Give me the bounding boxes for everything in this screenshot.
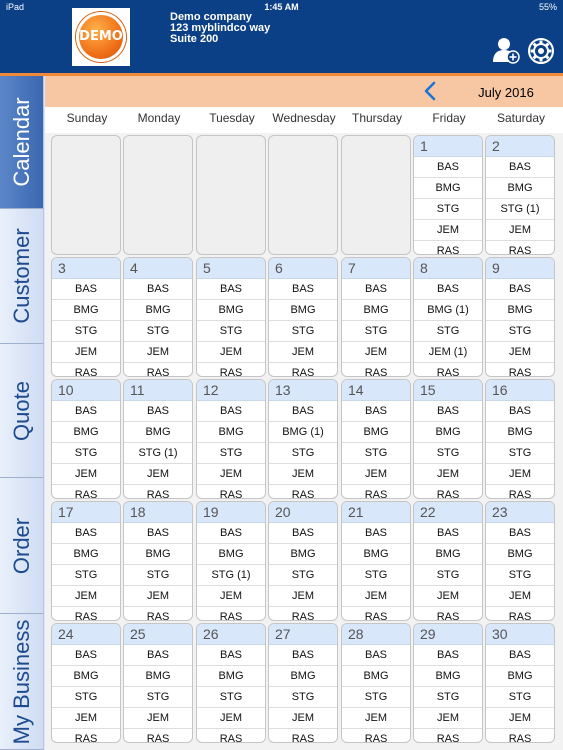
tab-my-business-label: My Business	[8, 619, 34, 744]
schedule-item[interactable]: BAS	[269, 645, 337, 666]
schedule-item[interactable]: STG	[414, 321, 482, 342]
day-number: 9	[486, 258, 554, 279]
tab-customer-label: Customer	[8, 228, 34, 324]
schedule-item[interactable]: BAS	[52, 523, 120, 544]
schedule-item[interactable]: JEM	[269, 342, 337, 363]
company-address-line-2: Suite 200	[170, 33, 219, 45]
day-number: 21	[342, 502, 410, 523]
schedule-item[interactable]: JEM	[269, 464, 337, 485]
schedule-item[interactable]: BAS	[269, 401, 337, 422]
day-cell[interactable]	[413, 257, 483, 377]
day-cell[interactable]	[51, 623, 121, 743]
day-number: 27	[269, 624, 337, 645]
schedule-item[interactable]: RAS	[269, 363, 337, 377]
schedule-item[interactable]: BMG	[342, 300, 410, 321]
schedule-item[interactable]: RAS	[124, 363, 192, 377]
schedule-item[interactable]: RAS	[414, 485, 482, 499]
schedule-item[interactable]: BAS	[52, 279, 120, 300]
schedule-item[interactable]: BAS	[342, 401, 410, 422]
day-cell[interactable]	[341, 379, 411, 499]
schedule-item[interactable]: BMG	[52, 422, 120, 443]
settings-icon	[527, 37, 555, 65]
schedule-item[interactable]: STG	[486, 321, 554, 342]
day-number: 7	[342, 258, 410, 279]
company-logo	[72, 8, 130, 66]
tab-customer[interactable]	[0, 209, 44, 344]
day-cell[interactable]	[413, 379, 483, 499]
day-number: 8	[414, 258, 482, 279]
schedule-item[interactable]: JEM	[414, 464, 482, 485]
schedule-item[interactable]: JEM	[124, 586, 192, 607]
status-device: iPad	[6, 2, 25, 12]
schedule-item[interactable]: STG	[414, 565, 482, 586]
schedule-item[interactable]: RAS	[124, 485, 192, 499]
schedule-item[interactable]: BAS	[197, 645, 265, 666]
empty-day-cell	[341, 135, 411, 255]
schedule-item[interactable]: BMG	[124, 666, 192, 687]
day-number: 2	[486, 136, 554, 157]
weekday-sunday: Sunday	[66, 111, 108, 125]
schedule-item[interactable]: BMG (1)	[269, 422, 337, 443]
schedule-item[interactable]: BMG	[52, 666, 120, 687]
schedule-item[interactable]: STG (1)	[486, 199, 554, 220]
day-number: 13	[269, 380, 337, 401]
add-user-icon	[492, 36, 520, 64]
schedule-item[interactable]: BAS	[414, 157, 482, 178]
status-time: 1:45 AM	[264, 2, 299, 12]
schedule-item[interactable]: BMG	[124, 544, 192, 565]
schedule-item[interactable]: JEM	[342, 342, 410, 363]
company-address-line-1: 123 myblindco way	[170, 22, 271, 34]
schedule-item[interactable]: JEM	[269, 708, 337, 729]
day-cell[interactable]	[485, 135, 555, 255]
chevron-left-icon	[420, 80, 442, 102]
tab-quote[interactable]	[0, 344, 44, 478]
prev-month-button[interactable]	[420, 80, 442, 102]
schedule-item[interactable]: BAS	[414, 523, 482, 544]
schedule-item[interactable]: STG	[342, 565, 410, 586]
schedule-item[interactable]: JEM	[342, 708, 410, 729]
schedule-item[interactable]: RAS	[269, 607, 337, 621]
schedule-item[interactable]: BAS	[414, 401, 482, 422]
schedule-item[interactable]: JEM	[486, 464, 554, 485]
month-bar	[45, 76, 563, 107]
schedule-item[interactable]: RAS	[342, 485, 410, 499]
day-cell[interactable]	[485, 623, 555, 743]
schedule-item[interactable]: JEM	[197, 586, 265, 607]
schedule-item[interactable]: RAS	[52, 485, 120, 499]
schedule-item[interactable]: STG	[197, 321, 265, 342]
schedule-item[interactable]: RAS	[197, 729, 265, 743]
day-number: 14	[342, 380, 410, 401]
weekday-thursday: Thursday	[351, 111, 403, 125]
weekday-wednesday: Wednesday	[272, 111, 336, 125]
calendar-grid	[45, 133, 563, 750]
day-number: 10	[52, 380, 120, 401]
schedule-item[interactable]: JEM	[197, 342, 265, 363]
schedule-item[interactable]: BAS	[486, 645, 554, 666]
schedule-item[interactable]: RAS	[197, 607, 265, 621]
schedule-item[interactable]: BMG	[414, 178, 482, 199]
schedule-item[interactable]: RAS	[342, 607, 410, 621]
schedule-item[interactable]: STG (1)	[124, 443, 192, 464]
weekday-header	[45, 107, 563, 133]
schedule-item[interactable]: JEM	[486, 586, 554, 607]
schedule-item[interactable]: BAS	[486, 279, 554, 300]
schedule-item[interactable]: STG	[486, 565, 554, 586]
schedule-item[interactable]: RAS	[52, 729, 120, 743]
empty-day-cell	[123, 135, 193, 255]
schedule-item[interactable]: STG	[197, 687, 265, 708]
schedule-item[interactable]: RAS	[52, 363, 120, 377]
weekday-monday: Monday	[137, 111, 181, 125]
schedule-item[interactable]: BMG	[486, 422, 554, 443]
day-number: 6	[269, 258, 337, 279]
schedule-item[interactable]: BAS	[486, 523, 554, 544]
schedule-item[interactable]: RAS	[197, 485, 265, 499]
day-cell[interactable]	[413, 623, 483, 743]
tab-calendar[interactable]	[0, 76, 44, 209]
day-number: 24	[52, 624, 120, 645]
schedule-item[interactable]: BAS	[52, 645, 120, 666]
schedule-item[interactable]: JEM	[414, 220, 482, 241]
schedule-item[interactable]: BMG	[52, 544, 120, 565]
company-name: Demo company	[170, 11, 252, 23]
day-cell[interactable]	[485, 379, 555, 499]
schedule-item[interactable]: RAS	[486, 241, 554, 255]
schedule-item[interactable]: RAS	[342, 363, 410, 377]
schedule-item[interactable]: BAS	[342, 645, 410, 666]
day-cell[interactable]	[123, 623, 193, 743]
schedule-item[interactable]: BAS	[52, 401, 120, 422]
schedule-item[interactable]: JEM	[414, 708, 482, 729]
day-number: 17	[52, 502, 120, 523]
day-cell[interactable]	[123, 257, 193, 377]
schedule-item[interactable]: JEM	[269, 586, 337, 607]
schedule-item[interactable]: JEM (1)	[414, 342, 482, 363]
schedule-item[interactable]: BMG	[124, 300, 192, 321]
schedule-item[interactable]: BAS	[124, 523, 192, 544]
schedule-item[interactable]: BAS	[197, 523, 265, 544]
schedule-item[interactable]: RAS	[486, 607, 554, 621]
day-number: 5	[197, 258, 265, 279]
schedule-item[interactable]: RAS	[124, 729, 192, 743]
schedule-item[interactable]: JEM	[342, 586, 410, 607]
schedule-item[interactable]: BMG	[124, 422, 192, 443]
tab-my-business[interactable]	[0, 614, 44, 750]
day-cell[interactable]	[341, 501, 411, 621]
status-battery: 55%	[538, 2, 557, 12]
schedule-item[interactable]: BMG	[342, 544, 410, 565]
day-cell[interactable]	[268, 257, 338, 377]
schedule-item[interactable]: BMG	[269, 300, 337, 321]
day-number: 25	[124, 624, 192, 645]
day-number: 29	[414, 624, 482, 645]
schedule-item[interactable]: JEM	[52, 586, 120, 607]
day-number: 1	[414, 136, 482, 157]
schedule-item[interactable]: STG	[414, 199, 482, 220]
schedule-item[interactable]: STG	[197, 443, 265, 464]
empty-day-cell	[196, 135, 266, 255]
schedule-item[interactable]: STG	[124, 565, 192, 586]
schedule-item[interactable]: RAS	[52, 607, 120, 621]
schedule-item[interactable]: RAS	[269, 485, 337, 499]
sidebar	[0, 76, 45, 750]
weekday-saturday: Saturday	[496, 111, 546, 125]
schedule-item[interactable]: BMG	[269, 544, 337, 565]
schedule-item[interactable]: STG	[52, 321, 120, 342]
day-cell[interactable]	[196, 379, 266, 499]
day-number: 12	[197, 380, 265, 401]
schedule-item[interactable]: JEM	[124, 464, 192, 485]
schedule-item[interactable]: BAS	[414, 645, 482, 666]
month-title: July 2016	[478, 85, 534, 100]
schedule-item[interactable]: STG	[269, 443, 337, 464]
schedule-item[interactable]: BMG	[342, 422, 410, 443]
schedule-item[interactable]: RAS	[414, 607, 482, 621]
schedule-item[interactable]: STG	[414, 443, 482, 464]
day-cell[interactable]	[268, 379, 338, 499]
day-cell[interactable]	[268, 623, 338, 743]
schedule-item[interactable]: JEM	[414, 586, 482, 607]
day-cell[interactable]	[51, 379, 121, 499]
tab-order-label: Order	[8, 517, 34, 574]
schedule-item[interactable]: STG	[269, 321, 337, 342]
logo-circle	[76, 12, 126, 62]
schedule-item[interactable]: BAS	[124, 401, 192, 422]
schedule-item[interactable]: BMG	[197, 666, 265, 687]
weekday-tuesday: Tuesday	[209, 111, 255, 125]
schedule-item[interactable]: RAS	[486, 363, 554, 377]
schedule-item[interactable]: BMG (1)	[414, 300, 482, 321]
tab-quote-label: Quote	[8, 380, 34, 441]
tab-order[interactable]	[0, 478, 44, 614]
add-user-button[interactable]	[492, 36, 520, 64]
day-number: 26	[197, 624, 265, 645]
schedule-item[interactable]: RAS	[414, 729, 482, 743]
schedule-item[interactable]: BAS	[269, 523, 337, 544]
schedule-item[interactable]: BAS	[197, 279, 265, 300]
day-cell[interactable]	[196, 501, 266, 621]
schedule-item[interactable]: RAS	[124, 607, 192, 621]
schedule-item[interactable]: JEM	[124, 342, 192, 363]
schedule-item[interactable]: BAS	[124, 645, 192, 666]
app-header	[0, 0, 563, 73]
day-number: 20	[269, 502, 337, 523]
day-cell[interactable]	[485, 501, 555, 621]
schedule-item[interactable]: BMG	[486, 300, 554, 321]
schedule-item[interactable]: BAS	[342, 279, 410, 300]
schedule-item[interactable]: RAS	[414, 241, 482, 255]
day-number: 30	[486, 624, 554, 645]
empty-day-cell	[268, 135, 338, 255]
day-number: 22	[414, 502, 482, 523]
schedule-item[interactable]: STG (1)	[197, 565, 265, 586]
schedule-item[interactable]: BMG	[486, 666, 554, 687]
schedule-item[interactable]: BAS	[269, 279, 337, 300]
schedule-item[interactable]: JEM	[52, 342, 120, 363]
day-number: 28	[342, 624, 410, 645]
schedule-item[interactable]: RAS	[486, 485, 554, 499]
tab-calendar-label: Calendar	[8, 97, 34, 187]
day-cell[interactable]	[123, 501, 193, 621]
schedule-item[interactable]: BAS	[197, 401, 265, 422]
schedule-item[interactable]: RAS	[486, 729, 554, 743]
empty-day-cell	[51, 135, 121, 255]
day-number: 18	[124, 502, 192, 523]
day-cell[interactable]	[123, 379, 193, 499]
day-cell[interactable]	[485, 257, 555, 377]
schedule-item[interactable]: JEM	[52, 708, 120, 729]
schedule-item[interactable]: STG	[124, 687, 192, 708]
schedule-item[interactable]: STG	[269, 687, 337, 708]
day-number: 11	[124, 380, 192, 401]
schedule-item[interactable]: BMG	[414, 422, 482, 443]
day-cell[interactable]	[341, 257, 411, 377]
schedule-item[interactable]: BAS	[342, 523, 410, 544]
schedule-item[interactable]: JEM	[124, 708, 192, 729]
schedule-item[interactable]: JEM	[486, 220, 554, 241]
schedule-item[interactable]: BAS	[486, 157, 554, 178]
schedule-item[interactable]: JEM	[486, 708, 554, 729]
day-number: 15	[414, 380, 482, 401]
schedule-item[interactable]: RAS	[414, 363, 482, 377]
day-number: 23	[486, 502, 554, 523]
schedule-item[interactable]: STG	[52, 687, 120, 708]
schedule-item[interactable]: STG	[414, 687, 482, 708]
schedule-item[interactable]: BMG	[52, 300, 120, 321]
settings-button[interactable]	[527, 37, 555, 65]
schedule-item[interactable]: BMG	[197, 422, 265, 443]
schedule-item[interactable]: STG	[52, 443, 120, 464]
schedule-item[interactable]: BMG	[486, 178, 554, 199]
day-number: 3	[52, 258, 120, 279]
schedule-item[interactable]: RAS	[269, 729, 337, 743]
schedule-item[interactable]: STG	[342, 443, 410, 464]
day-cell[interactable]	[51, 257, 121, 377]
schedule-item[interactable]: BMG	[342, 666, 410, 687]
schedule-item[interactable]: STG	[342, 321, 410, 342]
day-cell[interactable]	[196, 257, 266, 377]
schedule-item[interactable]: JEM	[197, 708, 265, 729]
weekday-friday: Friday	[432, 111, 466, 125]
day-cell[interactable]	[413, 501, 483, 621]
day-cell[interactable]	[413, 135, 483, 255]
day-cell[interactable]	[268, 501, 338, 621]
schedule-item[interactable]: BAS	[414, 279, 482, 300]
schedule-item[interactable]: STG	[124, 321, 192, 342]
company-info	[170, 12, 270, 45]
schedule-item[interactable]: STG	[52, 565, 120, 586]
schedule-item[interactable]: JEM	[52, 464, 120, 485]
day-cell[interactable]	[341, 623, 411, 743]
schedule-item[interactable]: STG	[269, 565, 337, 586]
schedule-item[interactable]: BMG	[197, 300, 265, 321]
schedule-item[interactable]: BMG	[486, 544, 554, 565]
logo-text: DEMO	[79, 29, 123, 44]
day-cell[interactable]	[196, 623, 266, 743]
schedule-item[interactable]: JEM	[342, 464, 410, 485]
day-number: 4	[124, 258, 192, 279]
day-number: 19	[197, 502, 265, 523]
schedule-item[interactable]: STG	[486, 443, 554, 464]
schedule-item[interactable]: RAS	[197, 363, 265, 377]
schedule-item[interactable]: BMG	[414, 666, 482, 687]
schedule-item[interactable]: RAS	[342, 729, 410, 743]
schedule-item[interactable]: BAS	[486, 401, 554, 422]
schedule-item[interactable]: BMG	[269, 666, 337, 687]
schedule-item[interactable]: BMG	[414, 544, 482, 565]
schedule-item[interactable]: STG	[486, 687, 554, 708]
schedule-item[interactable]: BMG	[197, 544, 265, 565]
day-number: 16	[486, 380, 554, 401]
schedule-item[interactable]: STG	[342, 687, 410, 708]
schedule-item[interactable]: JEM	[197, 464, 265, 485]
day-cell[interactable]	[51, 501, 121, 621]
schedule-item[interactable]: BAS	[124, 279, 192, 300]
schedule-item[interactable]: JEM	[486, 342, 554, 363]
